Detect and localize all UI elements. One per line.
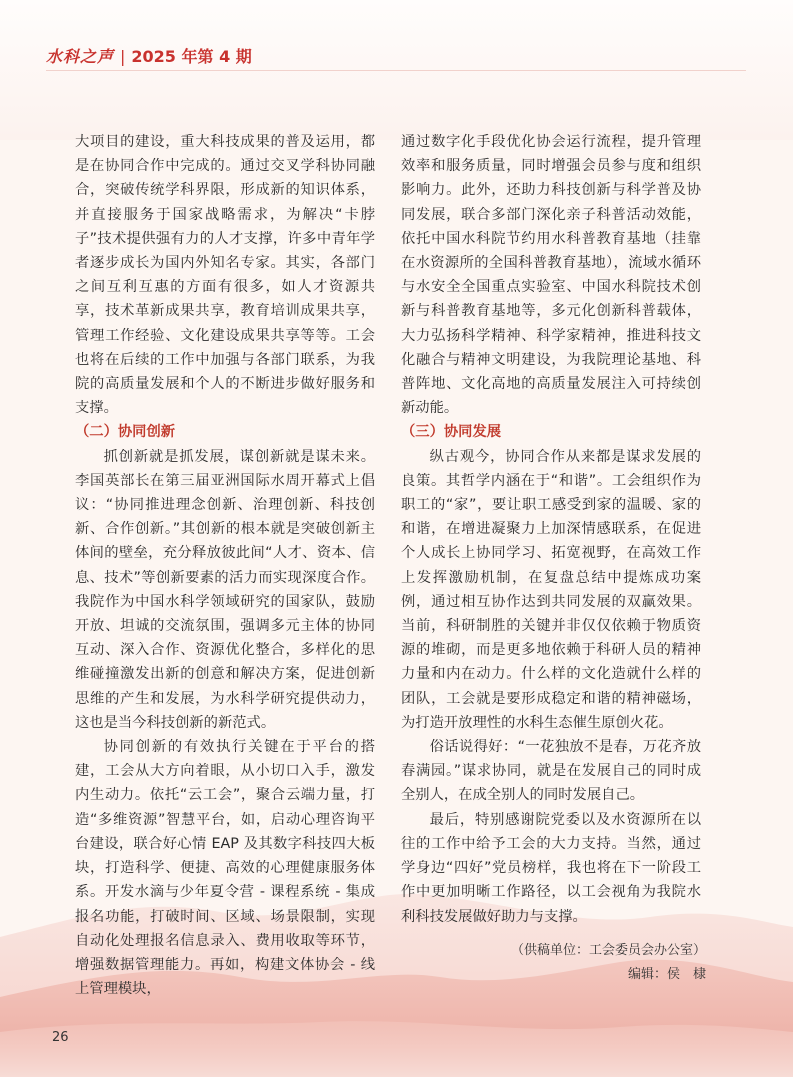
section-heading: （三）协同发展 <box>401 424 502 441</box>
right-column <box>401 130 701 929</box>
page-number: 26 <box>52 1030 69 1045</box>
paragraph: 俗话说得好：“一花独放不是春，万花齐放春满园。”谋求协同，就是在发展自己的同时成全别人，在成全别人的同时发展自己。 <box>401 739 701 804</box>
paragraph: 通过数字化手段优化协会运行流程，提升管理效率和服务质量，同时增强会员参与度和组织影响力。此外，还助力科技创新与科学普及协同发展，联合多部门深化亲子科普活动效能，依托中国水科院节约用水科普教育基地（挂靠在水资源所的全国科普教育基地），流域水循环与水安全全国重点实验室、中国水科院技术创新与科普教育基地等，多元化创新科普载体，大力弘扬科学精神、科学家精神，推进科技文化融合与精神文明建设，为我院理论基地、科普阵地、文化高地的高质量发展注入可持续创新动能。 <box>401 134 701 417</box>
issue-label: 2025 年第 4 期 <box>131 47 252 66</box>
paragraph: 协同创新的有效执行关键在于平台的搭建，工会从大方向着眼，从小切口入手，激发内生动力。依托“云工会”，聚合云端力量，打造“多维资源”智慧平台，如，启动心理咨询平台建设，联合好心情 EAP 及其数字科技四大板块，打造科学、便捷、高效的心理健康服务体系。开发水滴与少年夏令营 - 课程系统 - 集成报名功能，打破时间、区域、场景限制，实现自动化处理报名信息录入、费用收取等环节，增强数据管理能力。再如，构建文体协会 - 线上管理模块， <box>75 739 375 998</box>
left-column <box>75 130 375 1001</box>
section-heading: （二）协同创新 <box>75 424 176 441</box>
paragraph: 大项目的建设，重大科技成果的普及运用，都是在协同合作中完成的。通过交叉学科协同融合，突破传统学科界限，形成新的知识体系，并直接服务于国家战略需求，为解决“卡脖子”技术提供强有力的人才支撑，许多中青年学者逐步成长为国内外知名专家。其实，各部门之间互利互惠的方面有很多，如人才资源共享，技术革新成果共享，教育培训成果共享，管理工作经验、文化建设成果共享等等。工会也将在后续的工作中加强与各部门联系，为我院的高质量发展和个人的不断进步做好服务和支撑。 <box>75 134 375 417</box>
contributor-credit: （供稿单位：工会委员会办公室） <box>510 943 706 958</box>
magazine-title: 水科之声 <box>46 47 115 66</box>
header-rule <box>46 70 746 71</box>
paragraph: 纵古观今，协同合作从来都是谋求发展的良策。其哲学内涵在于“和谐”。工会组织作为职工的“家”，要让职工感受到家的温暖、家的和谐，在增进凝聚力上加深情感联系，在促进个人成长上协同学习、拓宽视野，在高效工作上发挥激励机制，在复盘总结中提炼成功案例，通过相互协作达到共同发展的双赢效果。当前，科研制胜的关键并非仅仅依赖于物质资源的堆砌，而是更多地依赖于科研人员的精神力量和内在动力。什么样的文化造就什么样的团队，工会就是要形成稳定和谐的精神磁场，为打造开放理性的水科生态催生原创火花。 <box>401 448 701 731</box>
header-separator: | <box>120 47 126 66</box>
paragraph: 抓创新就是抓发展，谋创新就是谋未来。李国英部长在第三届亚洲国际水周开幕式上倡议：“协同推进理念创新、治理创新、科技创新、合作创新。”其创新的根本就是突破创新主体间的壁垒，充分释放彼此间“人才、资本、信息、技术”等创新要素的活力而实现深度合作。我院作为中国水科学领域研究的国家队，鼓励开放、坦诚的交流氛围，强调多元主体的协同互动、深入合作、资源优化整合，多样化的思维碰撞激发出新的创意和解决方案，促进创新思维的产生和发展，为水科学研究提供动力，这也是当今科技创新的新范式。 <box>75 448 375 731</box>
editor-credit: 编辑：侯 棣 <box>627 967 706 982</box>
running-header <box>46 47 252 67</box>
paragraph: 最后，特别感谢院党委以及水资源所在以往的工作中给予工会的大力支持。当然，通过学身边“四好”党员榜样，我也将在下一阶段工作中更加明晰工作路径，以工会视角为我院水利科技发展做好助力与支撑。 <box>401 811 701 925</box>
